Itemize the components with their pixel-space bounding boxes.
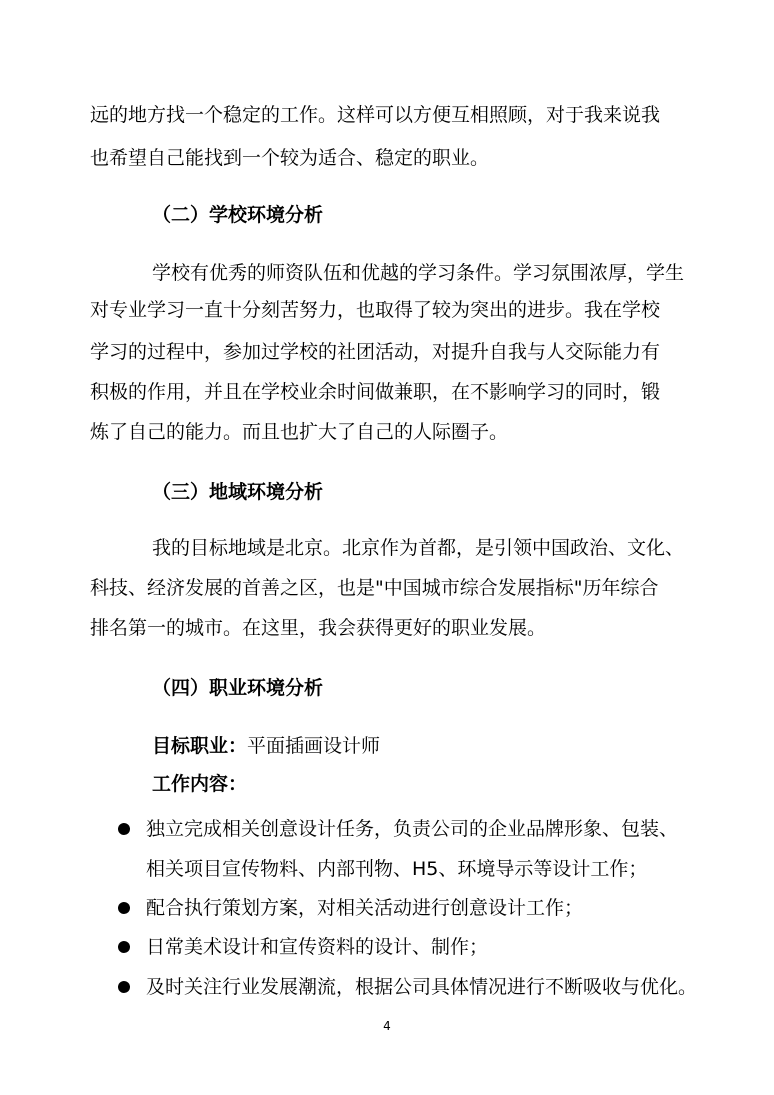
target-career-label: 目标职业： [152, 735, 248, 757]
bullet-dot-icon [118, 941, 130, 953]
work-content-label: 工作内容： [152, 773, 248, 795]
page-number: 4 [383, 1019, 391, 1033]
paragraph-line: 科技、经济发展的首善之区，也是"中国城市综合发展指标"历年综合 [90, 577, 659, 599]
paragraph-line: 也希望自己能找到一个较为适合、稳定的职业。 [90, 147, 490, 169]
bullet-item-line: 配合执行策划方案，对相关活动进行创意设计工作； [146, 897, 584, 919]
paragraph-line: 排名第一的城市。在这里，我会获得更好的职业发展。 [90, 617, 547, 639]
bullet-dot-icon [118, 902, 130, 914]
paragraph-line: 积极的作用，并且在学校业余时间做兼职，在不影响学习的同时，锻 [90, 381, 661, 403]
bullet-item-line: 及时关注行业发展潮流，根据公司具体情况进行不断吸收与优化。 [146, 976, 698, 998]
target-career [152, 734, 380, 758]
paragraph-line: 学校有优秀的师资队伍和优越的学习条件。学习氛围浓厚，学生 [152, 262, 685, 284]
target-career-value: 平面插画设计师 [247, 735, 381, 757]
paragraph-line: 我的目标地域是北京。北京作为首都，是引领中国政治、文化、 [152, 537, 685, 559]
paragraph-line: 远的地方找一个稳定的工作。这样可以方便互相照顾，对于我来说我 [90, 104, 661, 126]
bullet-item-line: 日常美术设计和宣传资料的设计、制作； [146, 936, 489, 958]
bullet-dot-icon [118, 823, 130, 835]
bullet-dot-icon [118, 981, 130, 993]
paragraph-line: 炼了自己的能力。而且也扩大了自己的人际圈子。 [90, 421, 509, 443]
bullet-item-line: 相关项目宣传物料、内部刊物、H5、环境导示等设计工作； [146, 858, 648, 880]
bullet-item-line: 独立完成相关创意设计任务，负责公司的企业品牌形象、包装、 [146, 818, 679, 840]
paragraph-line: 对专业学习一直十分刻苦努力，也取得了较为突出的进步。我在学校 [90, 299, 661, 321]
section-heading-school: （二）学校环境分析 [152, 204, 324, 226]
section-heading-career: （四）职业环境分析 [152, 677, 324, 699]
paragraph-line: 学习的过程中，参加过学校的社团活动，对提升自我与人交际能力有 [90, 341, 661, 363]
section-heading-region: （三）地域环境分析 [152, 481, 324, 503]
